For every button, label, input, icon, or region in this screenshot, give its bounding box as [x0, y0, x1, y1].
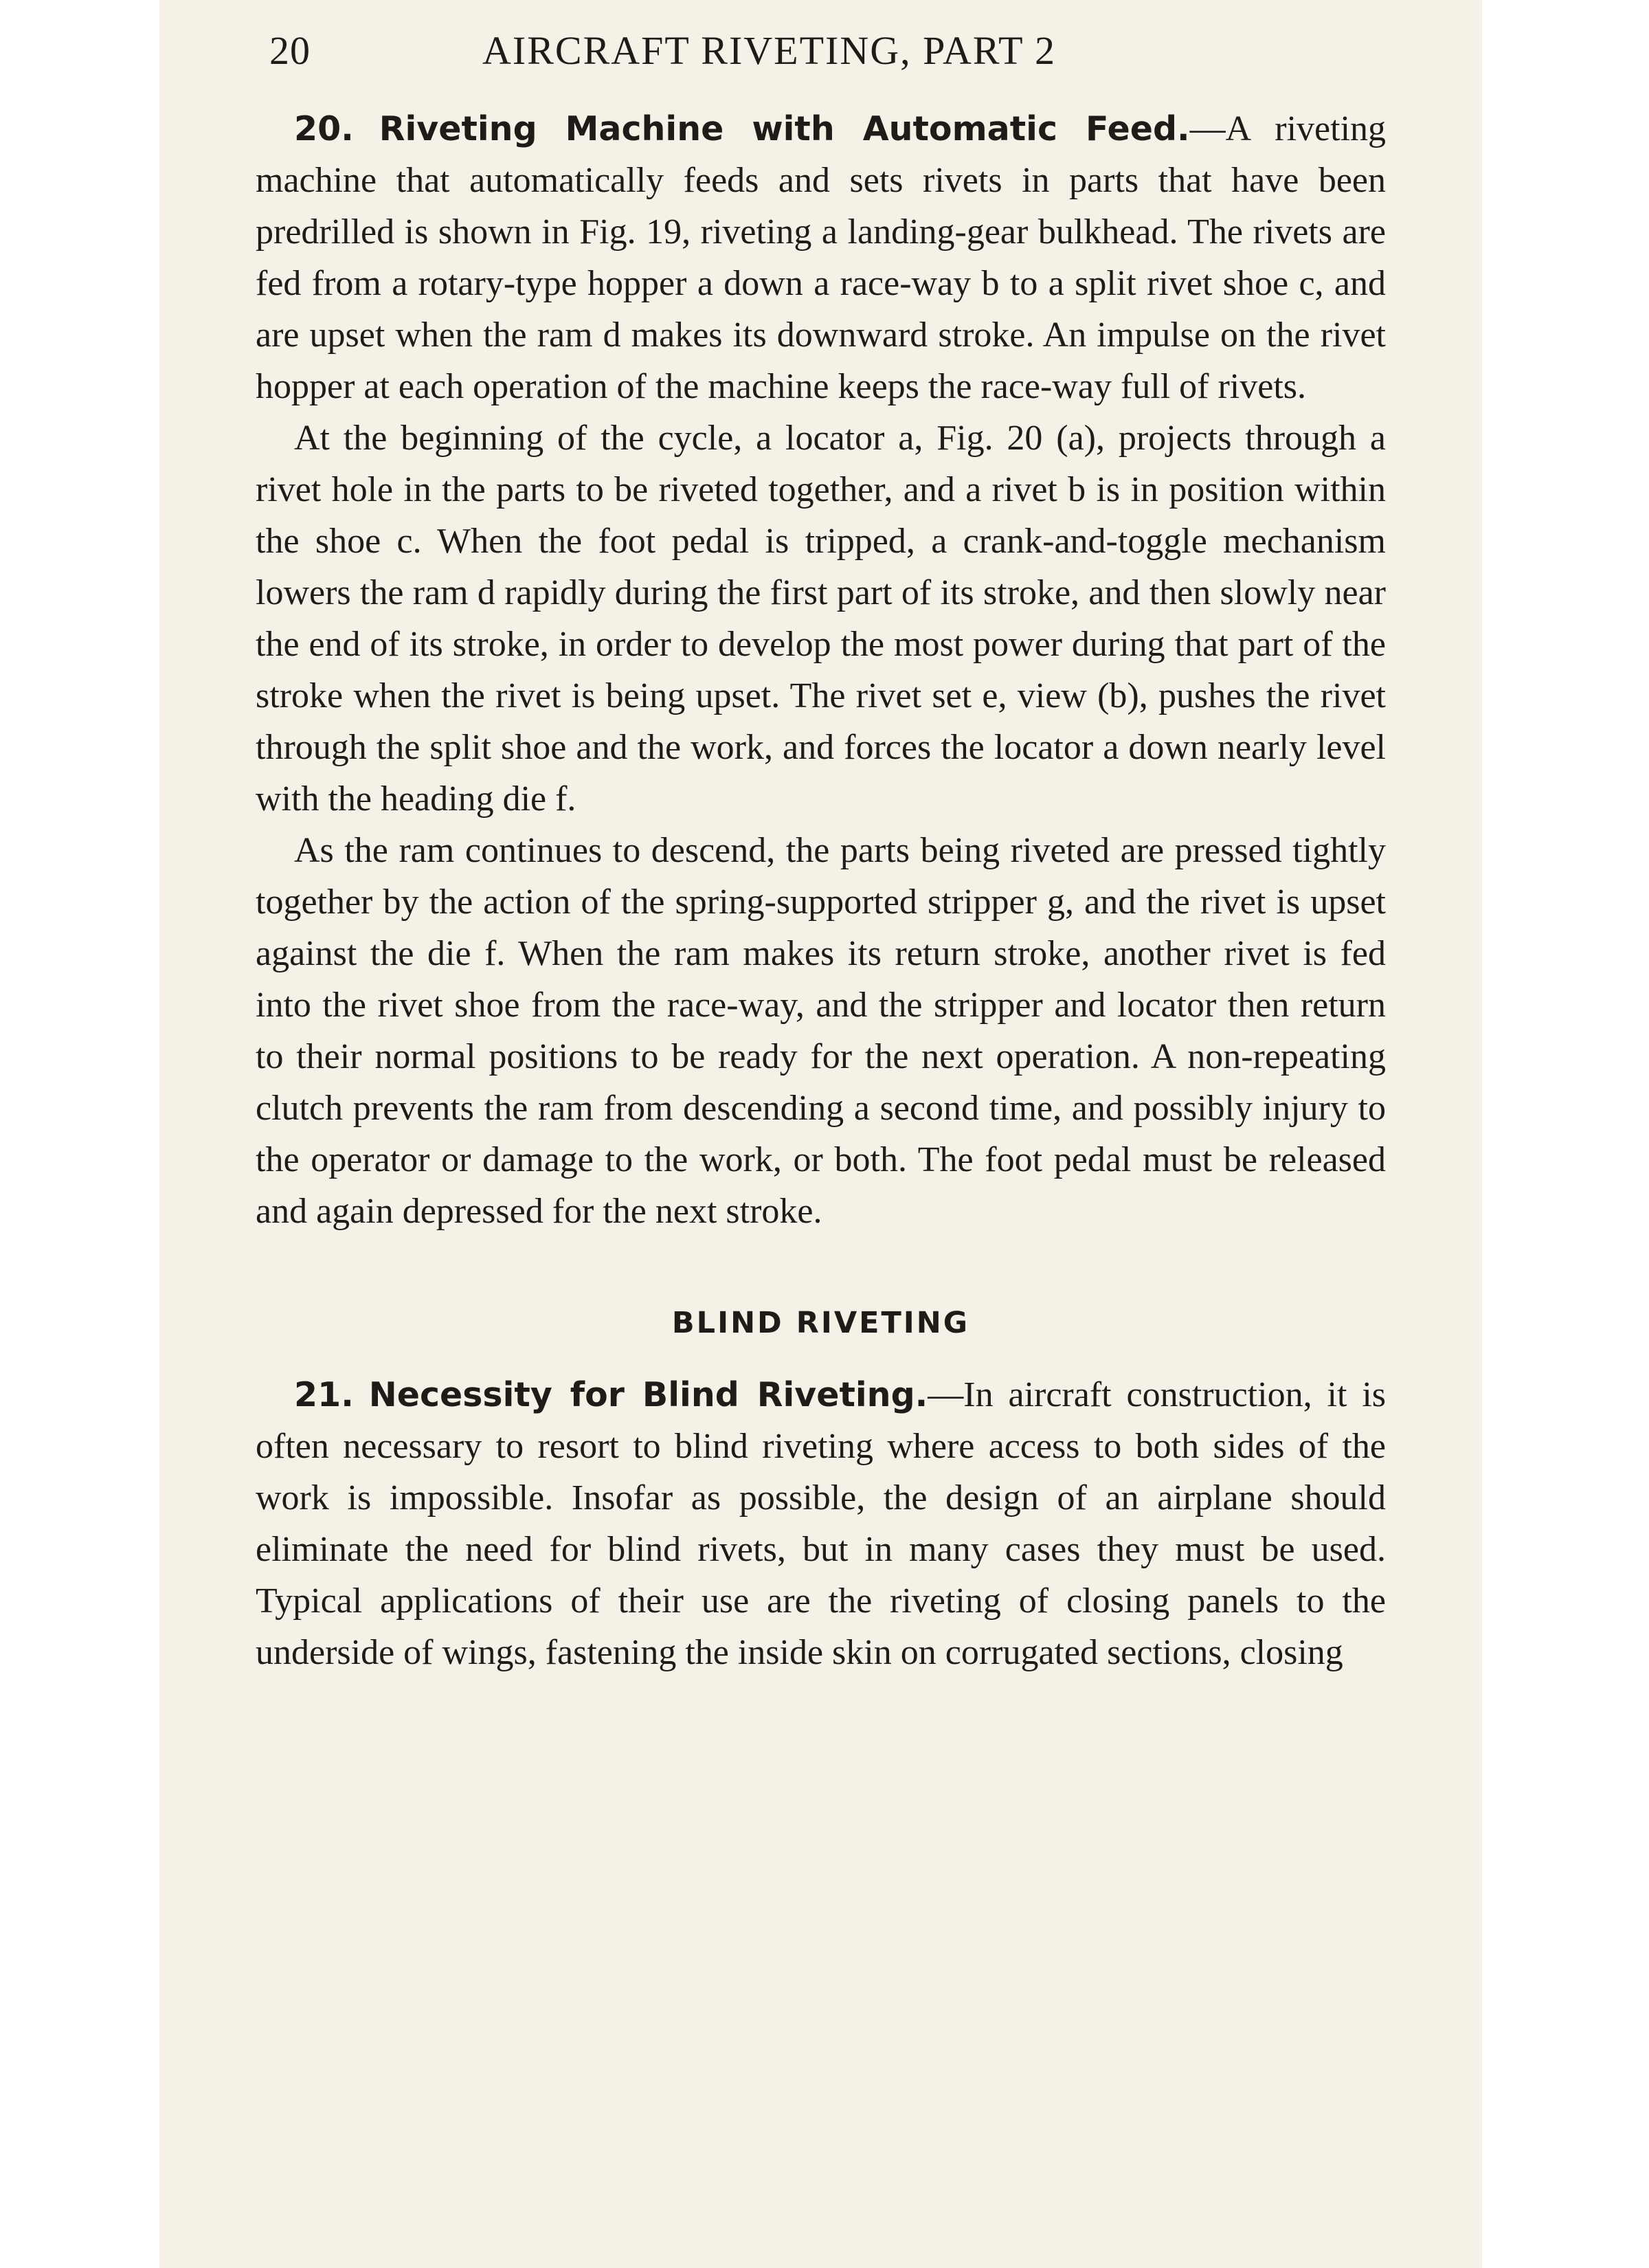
running-head: [256, 27, 1386, 103]
page-content: [256, 27, 1386, 1678]
page-number: 20: [269, 28, 311, 73]
paragraph-heading: Necessity for Blind Riveting.: [368, 1375, 928, 1414]
paragraph-text: —In aircraft construction, it is often necessary to resort to blind riveting where access to both sides of the work is impossible. Insofar as possible, the design of an airplane should eliminate the need for blind rivets, but in many cases they must be used. Typical applications of their use are the riveting of closing panels to the underside of wings, fastening the inside skin on corrugated sections, closing: [256, 1375, 1387, 1672]
paragraph-number: 21.: [294, 1375, 354, 1414]
paragraph-21-1: [256, 1369, 1386, 1678]
book-page: [159, 0, 1482, 2268]
paragraph-text: —A riveting machine that automatically feeds and sets rivets in parts that have been predrilled is shown in Fig. 19, riveting a landing-gear bulkhead. The rivets are fed from a rotary-type hopper a down a race-way b to a split rivet shoe c, and are upset when the ram d makes its downward stroke. An impulse on the rivet hopper at each operation of the machine keeps the race-way full of rivets.: [256, 109, 1387, 406]
running-title: AIRCRAFT RIVETING, PART 2: [482, 28, 1057, 73]
section-heading: BLIND RIVETING: [671, 1306, 970, 1340]
paragraph-20-1: [256, 103, 1386, 412]
paragraph-20-2: At the beginning of the cycle, a locator a, Fig. 20 (a), projects through a rivet hole in the parts to be riveted together, and a rivet b is in position within the shoe c. When the foot pedal is tripped, a crank-and-toggle mechanism lowers the ram d rapidly during the first part of its stroke, and then slowly near the end of its stroke, in order to develop the most power during that part of the stroke when the rivet is being upset. The rivet set e, view (b), pushes the rivet through the split shoe and the work, and forces the locator a down nearly level with the heading die f.: [256, 419, 1386, 819]
paragraph-number: 20.: [294, 109, 354, 148]
paragraph-heading: Riveting Machine with Automatic Feed.: [379, 109, 1190, 148]
paragraph-20-3: As the ram continues to descend, the parts being riveted are pressed tightly together by the action of the spring-supported stripper g, and the rivet is upset against the die f. When the ram makes its return stroke, another rivet is fed into the rivet shoe from the race-way, and the stripper and locator then return to their normal positions to be ready for the next operation. A non-repeating clutch prevents the ram from descending a second time, and possibly injury to the operator or damage to the work, or both. The foot pedal must be released and again depressed for the next stroke.: [256, 831, 1386, 1231]
